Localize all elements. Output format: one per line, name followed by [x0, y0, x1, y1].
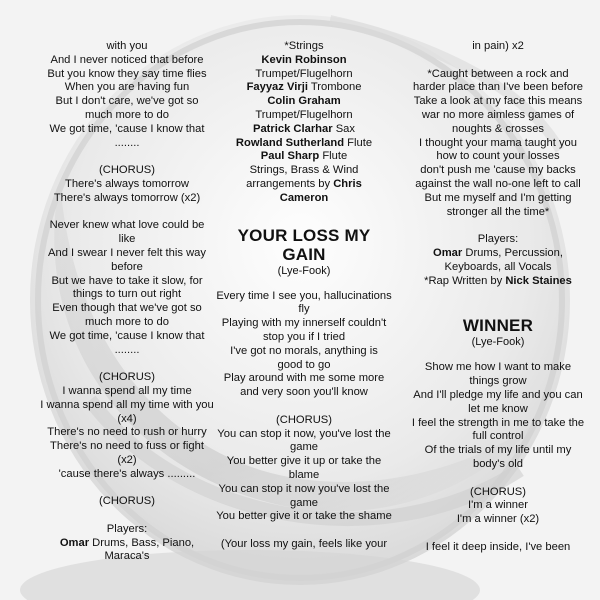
lyric-line: But I don't care, we've got so	[55, 95, 199, 108]
rap-credit-text: *Rap Written by	[424, 274, 506, 287]
lyric-line: Playing with my innerself couldn't	[221, 317, 387, 330]
lyric-line: There's always tomorrow (x2)	[53, 191, 201, 204]
lyric-line: I'm a winner	[468, 499, 528, 512]
player-role: Drums, Percussion,	[462, 246, 563, 259]
musician-credit	[214, 150, 394, 164]
lyric-line: But me myself and I'm getting	[424, 191, 572, 204]
arranger-name: Cameron	[279, 191, 329, 204]
lyric-line: There's no need to fuss or fight	[50, 440, 204, 453]
rap-block	[403, 68, 593, 220]
musician-role: Trombone	[307, 81, 362, 94]
lyric-line: I feel the strength in me to take the	[411, 416, 585, 429]
chorus-label: (CHORUS)	[99, 495, 155, 508]
lyric-line: don't push me 'cause my backs	[420, 164, 576, 177]
song-title: WINNER	[462, 316, 534, 336]
songwriter-credit: (Lye-Fook)	[277, 264, 331, 277]
players-block	[403, 233, 593, 288]
chorus-label: (CHORUS)	[99, 164, 155, 177]
lyric-line: You better give it up or take the	[226, 455, 382, 468]
verse-block	[32, 219, 222, 357]
lyric-line: 'cause there's always .........	[58, 467, 196, 480]
lyric-line: I feel it deep inside, I've been	[425, 540, 571, 553]
musician-role: Trumpet/Flugelhorn	[255, 108, 353, 121]
player-role: Drums, Bass, Piano,	[89, 536, 195, 549]
lyric-line: much more to do	[85, 108, 169, 121]
lyric-line: *Caught between a rock and	[427, 67, 569, 80]
lyric-line: noughts & crosses	[451, 122, 545, 135]
lyric-line: against the wall no-one left to call	[415, 177, 581, 190]
verse-block	[403, 361, 593, 471]
lyric-line: And I swear I never felt this way	[48, 246, 206, 259]
lyrics-column-1	[32, 40, 222, 564]
arrangement-text: arrangements by	[246, 177, 334, 190]
lyric-line: game	[290, 496, 318, 509]
chorus-label: (CHORUS)	[470, 485, 526, 498]
lyric-line: ........	[114, 343, 140, 356]
chorus-block	[214, 414, 394, 524]
arrangement-credit: Strings, Brass & Wind	[249, 164, 359, 177]
rap-writer-name: Nick Staines	[505, 274, 572, 287]
lyric-line: (x2)	[117, 453, 137, 466]
lyric-line: I'm a winner (x2)	[456, 513, 540, 526]
lyric-line: But you know they say time flies	[47, 67, 207, 80]
verse-block	[32, 40, 222, 150]
chorus-block	[403, 486, 593, 527]
musician-name: Kevin Robinson	[261, 53, 347, 66]
lyric-line: I've got no morals, anything is	[230, 344, 378, 357]
lyric-line: blame	[288, 468, 320, 481]
lyric-line: how to count your losses	[436, 150, 560, 163]
musician-name: Rowland Sutherland	[235, 136, 345, 149]
lyric-line: full control	[472, 430, 524, 443]
lyric-line: Play around with me some more	[223, 372, 385, 385]
players-heading: Players:	[477, 233, 519, 246]
musician-name: Paul Sharp	[260, 150, 320, 163]
lyric-line: Take a look at my face this means	[413, 95, 583, 108]
chorus-label: (CHORUS)	[99, 371, 155, 384]
lyric-line: and very soon you'll know	[240, 386, 368, 399]
lyrics-column-3	[403, 40, 593, 555]
lyric-line: war no more aimless games of	[421, 108, 575, 121]
lyric-line: stop you if I tried	[262, 330, 346, 343]
lyric-line: things to turn out right	[72, 288, 182, 301]
lyric-line: body's old	[472, 457, 524, 470]
lyric-line: much more to do	[85, 315, 169, 328]
lyric-line: You can stop it now you've lost the	[218, 482, 390, 495]
musician-name: Fayyaz Virji	[246, 81, 308, 94]
musician-credit	[214, 123, 394, 137]
player-credit	[403, 247, 593, 261]
lyric-line: fly	[298, 303, 310, 316]
musician-credit	[214, 109, 394, 123]
lyric-line: Of the trials of my life until my	[424, 444, 572, 457]
lyric-line: There's always tomorrow	[65, 177, 189, 190]
lyric-line: harder place than I've been before	[412, 81, 584, 94]
lyric-line: I wanna spend all my time with you	[40, 398, 214, 411]
lyric-line: You better give it or take the shame	[216, 510, 392, 523]
chorus-block	[32, 164, 222, 205]
lyric-line: with you	[106, 40, 148, 52]
musician-credit	[214, 54, 394, 68]
lyric-line: But we have to take it slow, for	[51, 274, 203, 287]
musician-role: Flute	[319, 150, 348, 163]
arranger-name: Chris	[333, 177, 362, 190]
lyric-line: let me know	[468, 402, 528, 415]
lyric-line: When you are having fun	[64, 81, 190, 94]
chorus-label: (CHORUS)	[276, 413, 332, 426]
arrangement-credit	[214, 178, 394, 192]
lyric-line: We got time, 'cause I know that	[49, 122, 205, 135]
lyric-line: And I never noticed that before	[50, 53, 204, 66]
lyric-line: Even though that we've got so	[52, 302, 202, 315]
lyric-line: We got time, 'cause I know that	[49, 329, 205, 342]
strings-note: *Strings	[284, 40, 324, 52]
player-role-cont: Keyboards, all Vocals	[444, 260, 552, 273]
song-title-cont: GAIN	[282, 244, 326, 264]
lyric-line: Never knew what love could be	[49, 219, 205, 232]
players-heading: Players:	[106, 522, 148, 535]
lyric-line: like	[118, 233, 136, 246]
lyric-line: things grow	[469, 375, 527, 388]
lyric-line: ........	[114, 136, 140, 149]
lyric-line: Every time I see you, hallucinations	[216, 289, 392, 302]
musician-credits	[214, 54, 394, 206]
lyric-line: stronger all the time*	[446, 205, 550, 218]
musician-role: Flute	[344, 136, 373, 149]
lyric-line: Show me how I want to make	[424, 361, 572, 374]
songwriter-credit: (Lye-Fook)	[471, 336, 525, 349]
musician-name: Colin Graham	[267, 95, 341, 108]
player-name: Omar	[59, 536, 90, 549]
lyric-line: And I'll pledge my life and you can	[413, 388, 583, 401]
lyric-line: There's no need to rush or hurry	[47, 426, 207, 439]
musician-credit	[214, 95, 394, 109]
lyric-line: (Your loss my gain, feels like your	[220, 537, 388, 550]
lyric-line: good to go	[277, 358, 331, 371]
lyrics-column-2	[214, 40, 394, 552]
rap-credit	[403, 275, 593, 289]
player-credit	[32, 537, 222, 551]
lyric-line: (x4)	[117, 412, 137, 425]
players-block	[32, 523, 222, 564]
lyric-line: in pain) x2	[472, 40, 524, 52]
lyric-line: I wanna spend all my time	[62, 384, 192, 397]
musician-credit	[214, 137, 394, 151]
musician-credit	[214, 81, 394, 95]
player-name: Omar	[433, 246, 463, 259]
lyric-line: before	[111, 260, 143, 273]
musician-credit	[214, 68, 394, 82]
lyric-line: game	[290, 441, 318, 454]
musician-name: Patrick Clarhar	[253, 122, 333, 135]
song-title: YOUR LOSS MY	[237, 225, 371, 245]
chorus-block	[32, 371, 222, 481]
player-role-cont: Maraca's	[104, 550, 150, 563]
musician-role: Sax	[332, 122, 355, 135]
lyric-line: I thought your mama taught you	[419, 136, 577, 149]
musician-role: Trumpet/Flugelhorn	[255, 67, 353, 80]
lyric-line: You can stop it now, you've lost the	[217, 427, 391, 440]
verse-block	[214, 290, 394, 400]
